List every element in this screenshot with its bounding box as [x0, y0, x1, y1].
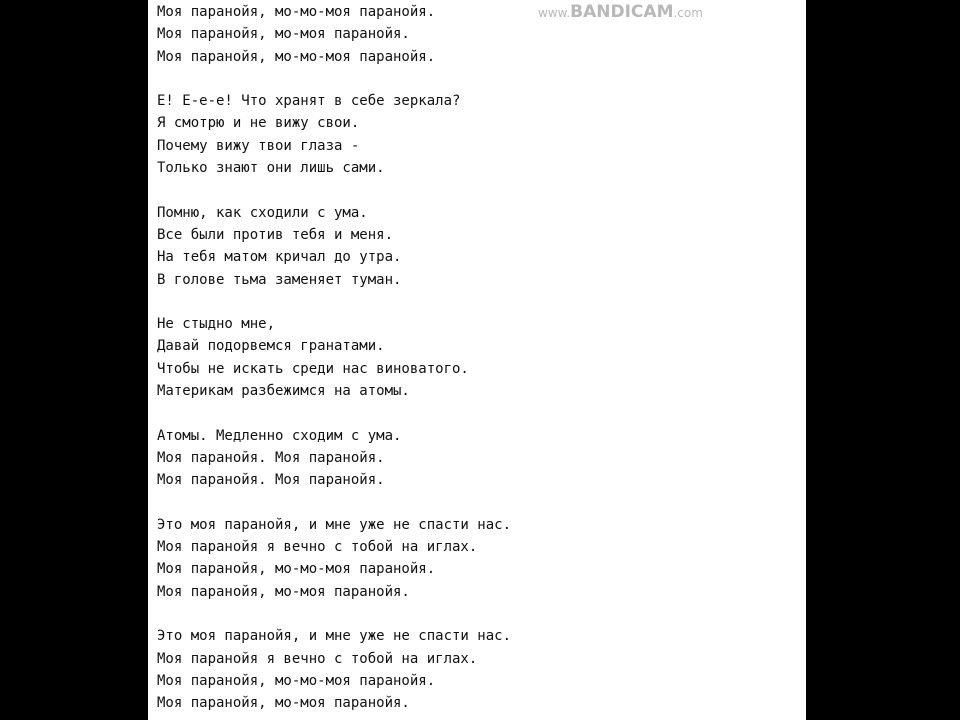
stanza-break [157, 179, 797, 201]
bandicam-watermark [538, 1, 703, 24]
lyric-line: Моя паранойя. Моя паранойя. [157, 472, 385, 489]
lyric-line: Моя паранойя я вечно с тобой на иглах. [157, 650, 478, 667]
lyric-line: Чтобы не искать среди нас виноватого. [157, 360, 469, 377]
lyric-line: Атомы. Медленно сходим с ума. [157, 427, 402, 444]
watermark-suffix: .com [673, 6, 703, 20]
lyric-line: В голове тьма заменяет туман. [157, 271, 402, 288]
stanza-break [157, 492, 797, 514]
lyric-line: На тебя матом кричал до утра. [157, 249, 402, 266]
lyric-line: Моя паранойя я вечно с тобой на иглах. [157, 539, 478, 556]
lyric-line: Моя паранойя, мо-моя паранойя. [157, 583, 410, 600]
lyric-line: Моя паранойя. Моя паранойя. [157, 449, 385, 466]
stanza-break [157, 291, 797, 313]
lyric-line: Почему вижу твои глаза - [157, 137, 360, 154]
stanza-break [157, 402, 797, 424]
lyric-line: Это моя паранойя, и мне уже не спасти нас. [157, 628, 512, 645]
lyric-line: Материкам разбежимся на атомы. [157, 383, 410, 400]
lyric-line: Помню, как сходили с ума. [157, 204, 368, 221]
lyric-line: Я смотрю и не вижу свои. [157, 115, 360, 132]
lyric-line: Е! Е-е-е! Что хранят в себе зеркала? [157, 93, 461, 110]
lyric-line: Давай подорвемся гранатами. [157, 338, 385, 355]
lyric-line: Моя паранойя, мо-мо-моя паранойя. [157, 48, 436, 65]
lyric-line: Моя паранойя, мо-мо-моя паранойя. [157, 561, 436, 578]
lyric-line: Моя паранойя, мо-мо-моя паранойя. [157, 4, 436, 20]
watermark-brand: BANDICAM [570, 2, 674, 22]
lyric-line: Моя паранойя, мо-моя паранойя. [157, 26, 410, 43]
watermark-prefix: www. [538, 6, 571, 20]
lyric-line: Моя паранойя, мо-моя паранойя. [157, 695, 410, 712]
lyrics-page [148, 0, 806, 720]
stanza-break [157, 68, 797, 90]
stanza-break [157, 603, 797, 625]
lyric-line: Моя паранойя, мо-мо-моя паранойя. [157, 672, 436, 689]
lyric-line: Это моя паранойя, и мне уже не спасти нас. [157, 516, 512, 533]
lyrics-text [157, 1, 797, 715]
lyric-line: Не стыдно мне, [157, 316, 276, 333]
lyric-line: Только знают они лишь сами. [157, 160, 385, 177]
lyric-line: Все были против тебя и меня. [157, 226, 394, 243]
